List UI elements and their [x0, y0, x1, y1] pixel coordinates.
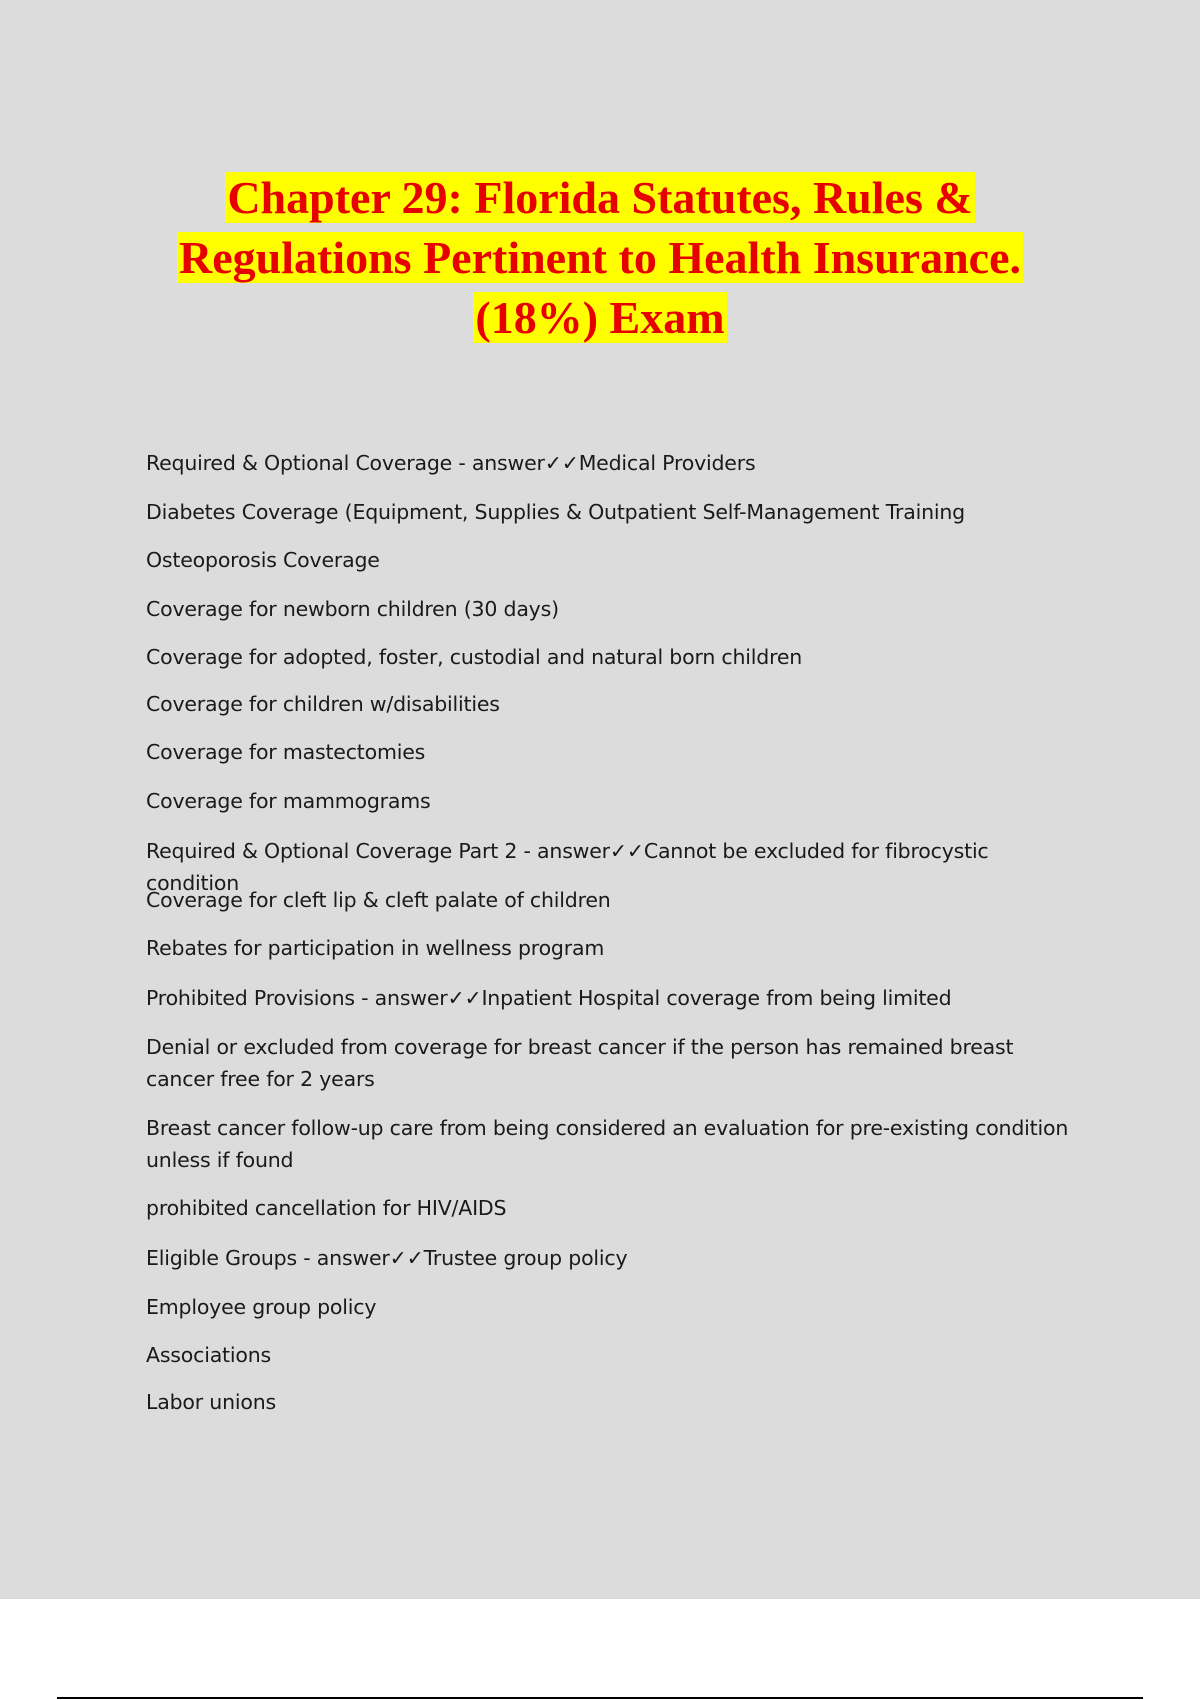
list-item: Coverage for mammograms [146, 789, 431, 813]
list-item: Coverage for adopted, foster, custodial and natural born children [146, 645, 803, 669]
document-title [0, 168, 1200, 348]
title-line: (18%) Exam [475, 292, 725, 343]
footer-divider [57, 1697, 1143, 1699]
title-line: Regulations Pertinent to Health Insurance. [178, 232, 1021, 283]
list-item: Required & Optional Coverage - answer✓✓Medical Providers [146, 451, 756, 475]
list-item: Diabetes Coverage (Equipment, Supplies & Outpatient Self-Management Training [146, 500, 965, 524]
list-item: Denial or excluded from coverage for breast cancer if the person has remained breast cancer free for 2 years [146, 1035, 1014, 1091]
list-item: Required & Optional Coverage Part 2 - answer✓✓Cannot be excluded for fibrocystic condition [146, 839, 989, 895]
list-item: Rebates for participation in wellness program [146, 936, 605, 960]
title-line: Chapter 29: Florida Statutes, Rules & [227, 172, 973, 223]
list-item: Breast cancer follow-up care from being considered an evaluation for pre-existing condition unless if found [146, 1116, 1069, 1172]
list-item: Coverage for children w/disabilities [146, 692, 500, 716]
list-item: Eligible Groups - answer✓✓Trustee group policy [146, 1246, 628, 1270]
list-item: Coverage for mastectomies [146, 740, 426, 764]
list-item: Associations [146, 1343, 272, 1367]
list-item: Coverage for newborn children (30 days) [146, 597, 559, 621]
list-item: prohibited cancellation for HIV/AIDS [146, 1196, 507, 1220]
list-item: Labor unions [146, 1390, 276, 1414]
list-item: Employee group policy [146, 1295, 377, 1319]
list-item: Osteoporosis Coverage [146, 548, 380, 572]
list-item: Coverage for cleft lip & cleft palate of children [146, 888, 611, 912]
list-item: Prohibited Provisions - answer✓✓Inpatient Hospital coverage from being limited [146, 986, 952, 1010]
